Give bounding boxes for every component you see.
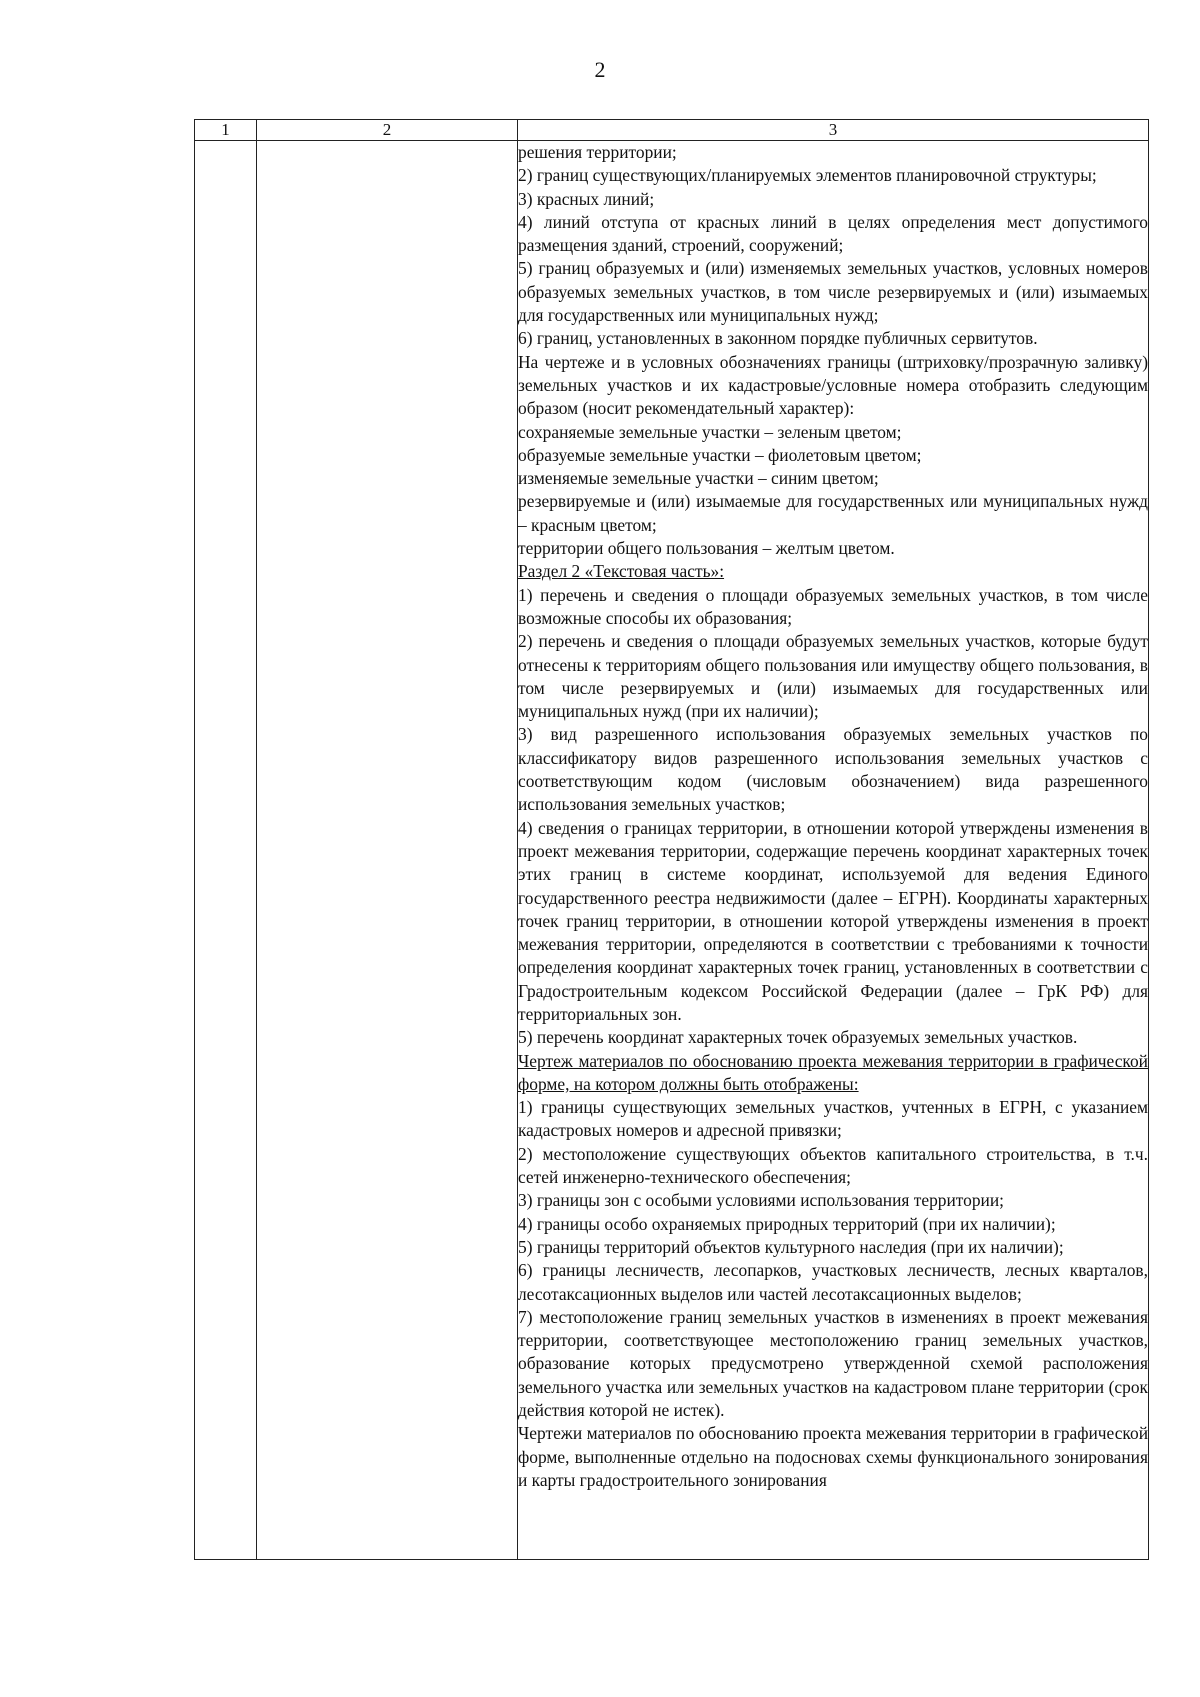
content-paragraph: 5) границы территорий объектов культурного наследия (при их наличии); — [518, 1236, 1064, 1257]
table-row — [195, 141, 1149, 1560]
content-paragraph: 4) границы особо охраняемых природных территорий (при их наличии); — [518, 1213, 1056, 1234]
column-header-2: 2 — [257, 120, 518, 141]
section-heading-text-part: Раздел 2 «Текстовая часть»: — [518, 561, 725, 582]
section-heading-drawing: Чертеж материалов по обоснованию проекта межевания территории в графической форме, на котором должны быть отображены: — [518, 1050, 1148, 1094]
column-header-3: 3 — [518, 120, 1149, 141]
cell-number — [195, 141, 257, 1560]
content-paragraph: 6) границы лесничеств, лесопарков, участковых лесничеств, лесных кварталов, лесотаксационных выделов или частей лесотаксационных выделов; — [518, 1260, 1148, 1304]
cell-title — [257, 141, 518, 1560]
content-paragraph: 2) местоположение существующих объектов капитального строительства, в т.ч. сетей инженерно-технического обеспечения; — [518, 1143, 1148, 1188]
page-number: 2 — [594, 57, 606, 82]
content-paragraph: изменяемые земельные участки – синим цветом; — [518, 468, 879, 489]
content-paragraph: 1) перечень и сведения о площади образуемых земельных участков, в том числе возможные способы их образования; — [518, 584, 1148, 628]
content-paragraph: образуемые земельные участки – фиолетовым цветом; — [518, 444, 922, 465]
content-paragraph: резервируемые и (или) изымаемые для государственных или муниципальных нужд – красным цветом; — [518, 491, 1148, 535]
content-paragraph: территории общего пользования – желтым цветом. — [518, 538, 895, 559]
content-paragraph: Чертежи материалов по обоснованию проекта межевания территории в графической форме, выполненные отдельно на подосновах схемы функционального зонирования и карты градостроительного зонирования — [518, 1423, 1148, 1490]
content-paragraph: 4) линий отступа от красных линий в целях определения мест допустимого размещения зданий, строений, сооружений; — [518, 211, 1148, 256]
content-paragraph: 3) красных линий; — [518, 188, 655, 209]
content-paragraph: 5) границ образуемых и (или) изменяемых земельных участков, условных номеров образуемых земельных участков, в том числе резервируемых и (или) изымаемых для государственных или муниципальных нужд; — [518, 258, 1148, 326]
content-paragraph: 1) границы существующих земельных участков, учтенных в ЕГРН, с указанием кадастровых номеров и адресной привязки; — [518, 1097, 1148, 1141]
cell-content — [518, 141, 1149, 1560]
content-paragraph: 3) границы зон с особыми условиями использования территории; — [518, 1190, 1004, 1211]
content-paragraph: 2) границ существующих/планируемых элементов планировочной структуры; — [518, 165, 1097, 186]
column-header-1: 1 — [195, 120, 257, 141]
content-paragraph: 4) сведения о границах территории, в отношении которой утверждены изменения в проект межевания территории, содержащие перечень координат характерных точек этих границ в системе координат, используемой для ведения Единого государственного реестра недвижимости (далее – ЕГРН). Координаты характерных точек границ территории, в отношении которой утверждены изменения в проект межевания территории, определяются в соответствии с требованиями к точности определения координат характерных точек границ, установленных в соответствии с Градостроительным кодексом Российской Федерации (далее – ГрК РФ) для территориальных зон. — [518, 817, 1148, 1024]
content-paragraph: 3) вид разрешенного использования образуемых земельных участков по классификатору видов разрешенного использования земельных участков с соответствующим кодом (числовым обозначением) вида разрешенного использования земельных участков; — [518, 724, 1148, 815]
content-paragraph: 2) перечень и сведения о площади образуемых земельных участков, которые будут отнесены к территориям общего пользования или имуществу общего пользования, в том числе резервируемых и (или) изымаемых для государственных или муниципальных нужд (при их наличии); — [518, 631, 1148, 722]
content-paragraph: На чертеже и в условных обозначениях границы (штриховку/прозрачную заливку) земельных участков и их кадастровые/условные номера отобразить следующим образом (носит рекомендательный характер): — [518, 351, 1148, 419]
content-paragraph: сохраняемые земельные участки – зеленым цветом; — [518, 421, 902, 442]
content-paragraph: 6) границ, установленных в законном порядке публичных сервитутов. — [518, 328, 1038, 349]
table-header-row — [195, 120, 1149, 141]
content-paragraph: 5) перечень координат характерных точек образуемых земельных участков. — [518, 1027, 1078, 1048]
content-paragraph: решения территории; — [518, 142, 677, 162]
requirements-table — [194, 119, 1149, 1560]
content-paragraph: 7) местоположение границ земельных участков в изменениях в проект межевания территории, соответствующее местоположению границ земельных участков, образование которых предусмотрено утвержденной схемой расположения земельного участка или земельных участков на кадастровом плане территории (срок действия которой не истек). — [518, 1306, 1148, 1421]
